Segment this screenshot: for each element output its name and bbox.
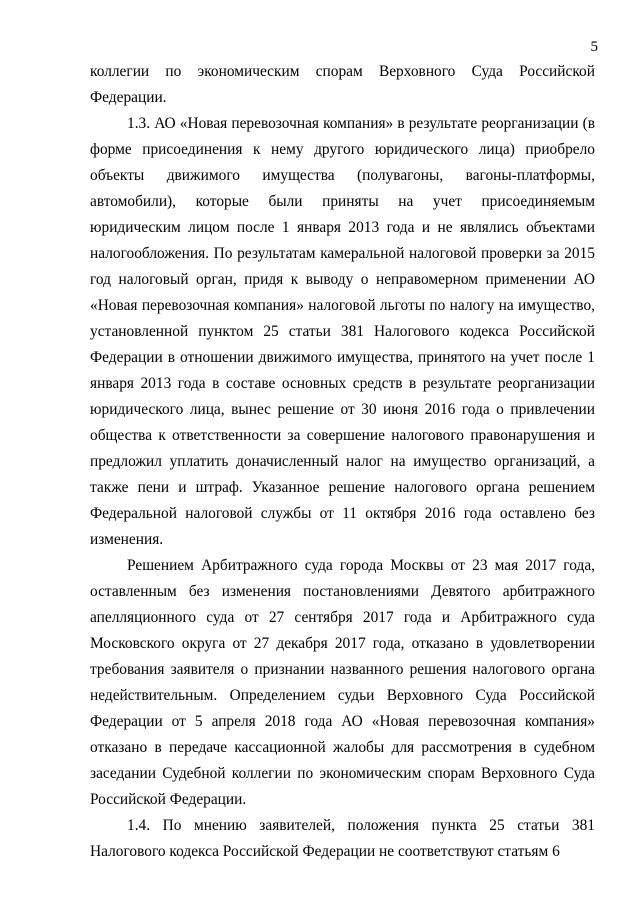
paragraph-continuation: коллегии по экономическим спорам Верховного Суда Российской Федерации. (90, 63, 595, 106)
document-body (90, 59, 595, 865)
paragraph-court-decision: Решением Арбитражного суда города Москвы от 23 мая 2017 года, оставленным без изменения постановлениями Девятого арбитражного апелляционного суда от 27 сентября 2017 года и Арбитражного суда Московского округа от 27 декабря 2017 года, отказано в удовлетворении требования заявителя о признании названного решения налогового органа недействительным. Определением судьи Верховного Суда Российской Федерации от 5 апреля 2018 года АО «Новая перевозочная компания» отказано в передаче кассационной жалобы для рассмотрения в судебном заседании Судебной коллегии по экономическим спорам Верховного Суда Российской Федерации. (90, 557, 595, 808)
paragraph-1-4: 1.4. По мнению заявителей, положения пункта 25 статьи 381 Налогового кодекса Российской Федерации не соответствуют статьям 6 (90, 817, 595, 860)
paragraph-1-3: 1.3. АО «Новая перевозочная компания» в результате реорганизации (в форме присоединения к нему другого юридического лица) приобрело объекты движимого имущества (полувагоны, вагоны-платформы, автомобили), которые были приняты на учет присоединяемым юридическим лицом после 1 января 2013 года и не являлись объектами налогообложения. По результатам камеральной налоговой проверки за 2015 год налоговый орган, придя к выводу о неправомерном применении АО «Новая перевозочная компания» налоговой льготы по налогу на имущество, установленной пунктом 25 статьи 381 Налогового кодекса Российской Федерации в отношении движимого имущества, принятого на учет после 1 января 2013 года в составе основных средств в результате реорганизации юридического лица, вынес решение от 30 июня 2016 года о привлечении общества к ответственности за совершение налогового правонарушения и предложил уплатить доначисленный налог на имущество организаций, а также пени и штраф. Указанное решение налогового органа решением Федеральной налоговой службы от 11 октября 2016 года оставлено без изменения. (90, 115, 595, 548)
page-number: 5 (590, 39, 598, 55)
